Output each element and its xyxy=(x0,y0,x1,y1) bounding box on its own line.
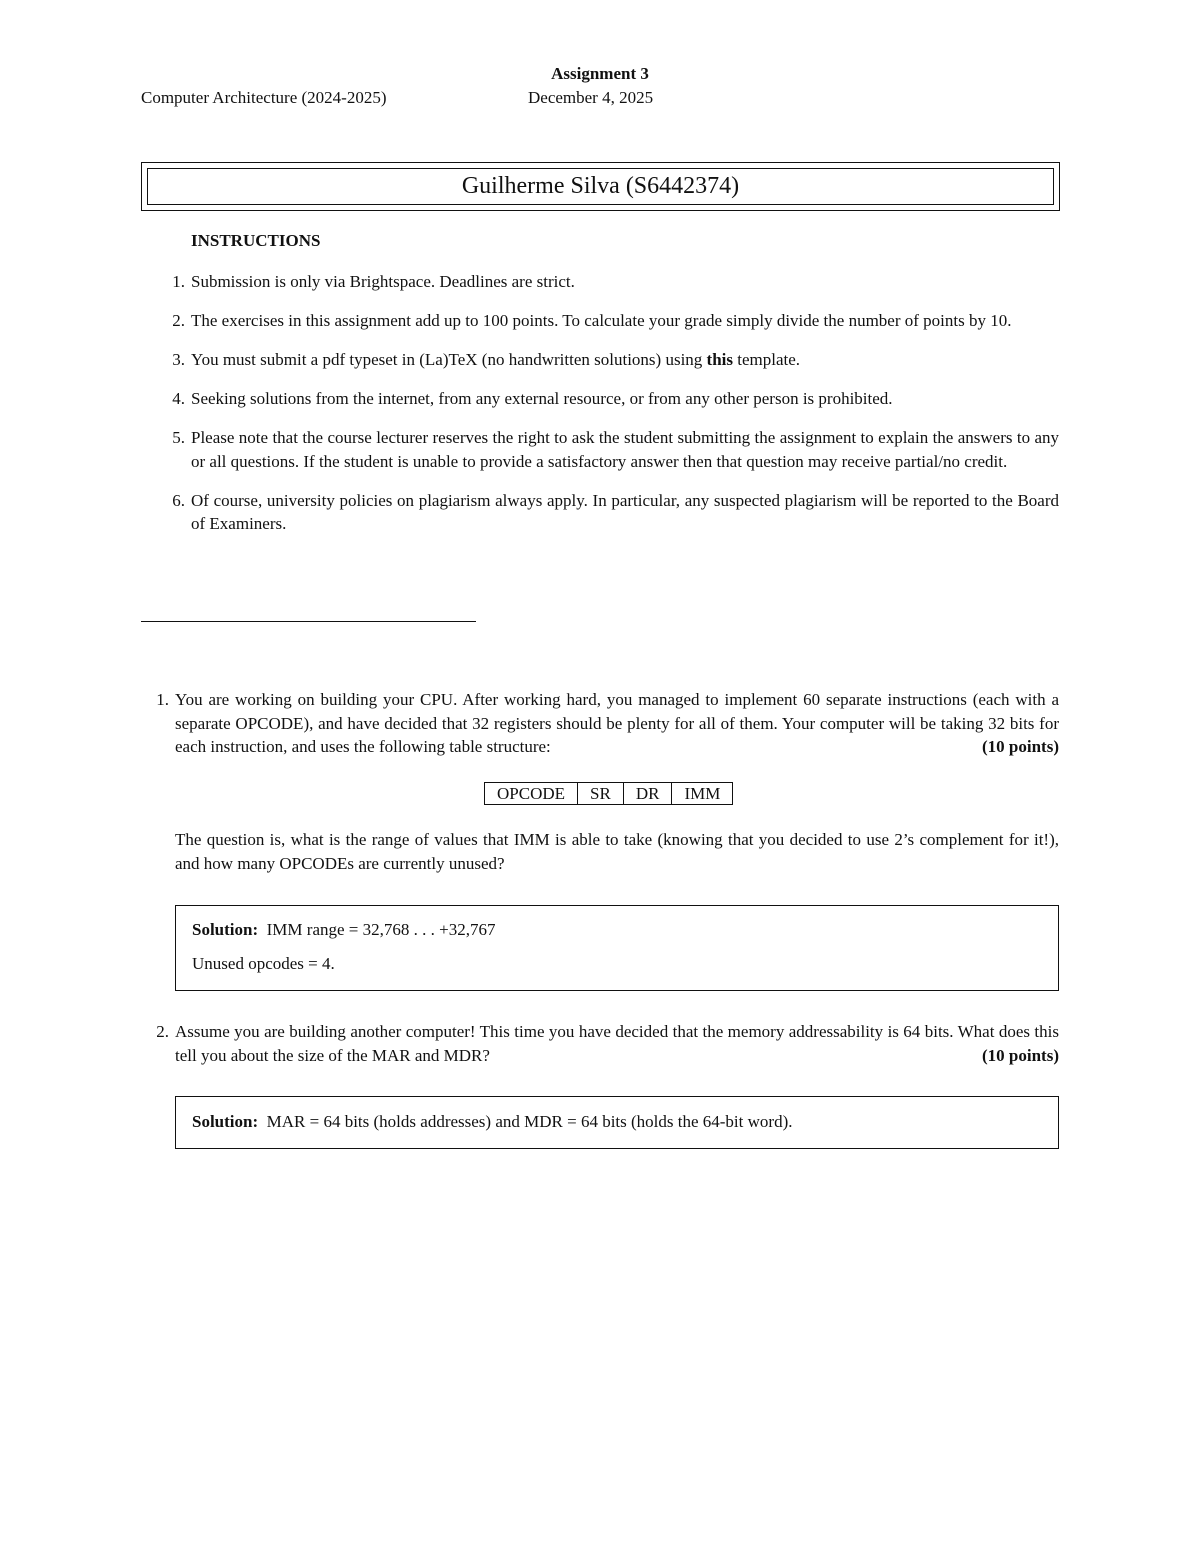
question-text: You are working on building your CPU. After working hard, you managed to implement 60 separate instructions (each with a separate OPCODE), and have decided that 32 registers should be plenty for all of them. Your computer will be taking 32 bits for each instruction, and uses the following table structure: xyxy=(175,690,1059,756)
question-1 xyxy=(156,688,1059,759)
solution-text-line2: Unused opcodes = 4. xyxy=(192,953,335,973)
instruction-text: The exercises in this assignment add up to 100 points. To calculate your grade simply divide the number of points by 10. xyxy=(191,311,1012,330)
instruction-item xyxy=(172,348,1059,372)
question-number: 1. xyxy=(156,690,169,709)
question-points: (10 points) xyxy=(982,737,1059,756)
instruction-number: 2. xyxy=(172,311,185,330)
instruction-text-part: You must submit a pdf typeset in (La)TeX (no handwritten solutions) using xyxy=(191,350,707,369)
instruction-item xyxy=(172,426,1059,473)
instruction-number: 3. xyxy=(172,350,185,369)
instruction-item xyxy=(172,489,1059,536)
assignment-title: Assignment 3 xyxy=(551,64,649,83)
instructions-list xyxy=(172,270,1059,551)
student-name: Guilherme Silva (S6442374) xyxy=(147,168,1054,205)
student-name-box xyxy=(141,162,1060,211)
instruction-text: Of course, university policies on plagiarism always apply. In particular, any suspected plagiarism will be reported to the Board of Examiners. xyxy=(191,490,1059,533)
question-number: 2. xyxy=(156,1022,169,1041)
instructions-heading: INSTRUCTIONS xyxy=(191,231,321,250)
instruction-number: 5. xyxy=(172,428,185,447)
solution-line xyxy=(192,918,1042,942)
table-cell-opcode: OPCODE xyxy=(485,783,578,805)
table-row xyxy=(485,783,733,805)
instruction-text: Seeking solutions from the internet, from any external resource, or from any other person is prohibited. xyxy=(191,389,893,408)
instruction-item xyxy=(172,270,1059,294)
question-1-followup: The question is, what is the range of values that IMM is able to take (knowing that you decided to use 2’s complement for it!), and how many OPCODEs are currently unused? xyxy=(175,830,1059,873)
instruction-number: 6. xyxy=(172,490,185,510)
instruction-number: 4. xyxy=(172,389,185,408)
assignment-date: December 4, 2025 xyxy=(528,88,654,107)
instruction-text-part: template. xyxy=(733,350,801,369)
instruction-text: Please note that the course lecturer reserves the right to ask the student submitting the assignment to explain the answers to any or all questions. If the student is unable to provide a satisfactory answer then that question may receive partial/no credit. xyxy=(191,428,1059,471)
table-cell-dr: DR xyxy=(623,783,672,805)
section-divider xyxy=(141,621,476,622)
course-name: Computer Architecture (2024-2025) xyxy=(141,88,387,107)
table-cell-sr: SR xyxy=(578,783,624,805)
instruction-format-table xyxy=(484,782,733,805)
table-cell-imm: IMM xyxy=(672,783,733,805)
instruction-text: Submission is only via Brightspace. Deadlines are strict. xyxy=(191,272,575,291)
instruction-item xyxy=(172,387,1059,411)
instruction-text-bold: this xyxy=(706,350,734,369)
solution-box-1 xyxy=(175,905,1059,991)
solution-label: Solution: xyxy=(192,1112,259,1131)
solution-label: Solution: xyxy=(192,920,259,939)
solution-text: IMM range = 32,768 . . . +32,767 xyxy=(266,920,496,939)
question-2 xyxy=(156,1020,1059,1067)
question-text: Assume you are building another computer! This time you have decided that the memory addressability is 64 bits. What does this tell you about the size of the MAR and MDR? xyxy=(175,1022,1059,1065)
instruction-text xyxy=(191,350,800,369)
solution-text: MAR = 64 bits (holds addresses) and MDR = 64 bits (holds the 64-bit word). xyxy=(266,1112,793,1131)
instruction-item xyxy=(172,309,1059,333)
instruction-number: 1. xyxy=(172,272,185,291)
solution-line xyxy=(192,1110,1042,1134)
question-points: (10 points) xyxy=(982,1045,1059,1065)
solution-box-2 xyxy=(175,1096,1059,1149)
